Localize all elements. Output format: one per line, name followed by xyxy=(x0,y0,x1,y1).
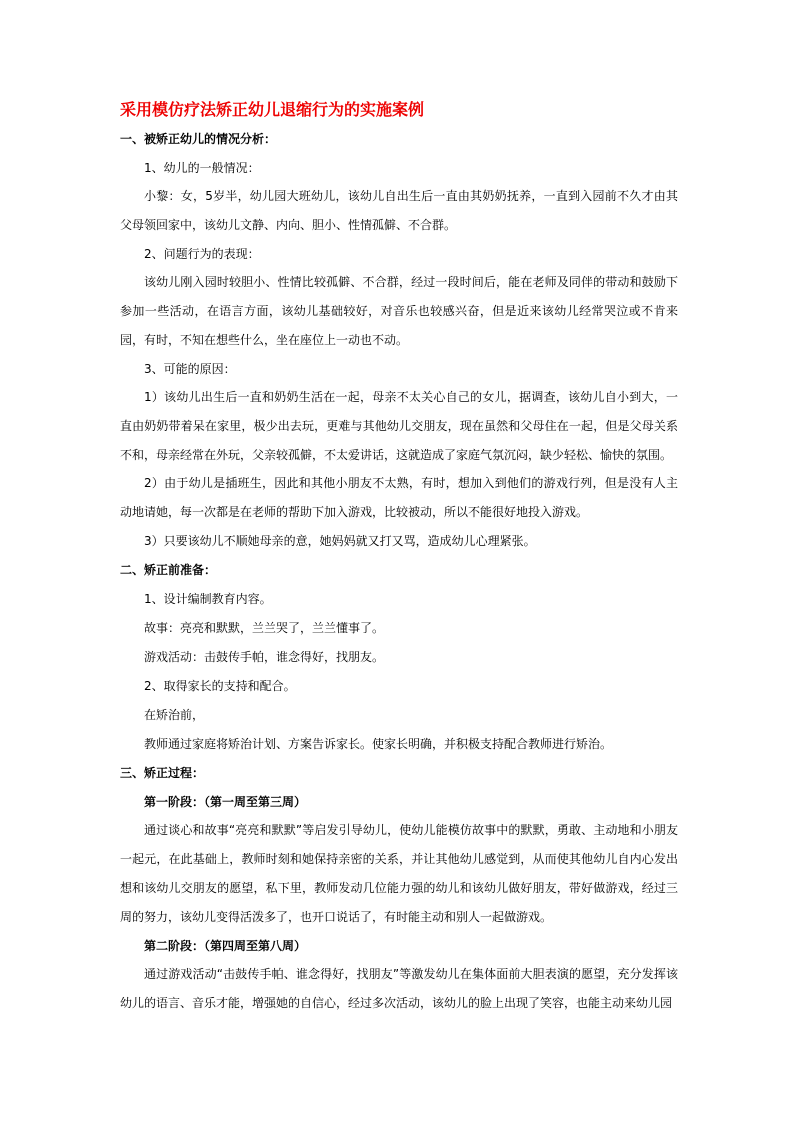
subheading-possible-causes: 3、可能的原因： xyxy=(144,362,236,376)
section-heading-analysis: 一、被矫正幼儿的情况分析： xyxy=(120,132,277,146)
paragraph-child-profile: 小黎：女，5岁半，幼儿园大班幼儿，该幼儿自出生后一直由其奶奶抚养，一直到入园前不久才由其父母领回家中，该幼儿文静、内向、胆小、性情孤僻、不合群。 xyxy=(120,189,678,232)
paragraph-cause-3: 3）只要该幼儿不顺她母亲的意，她妈妈就又打又骂，造成幼儿心理紧张。 xyxy=(144,534,536,548)
paragraph-problem-behavior: 该幼儿刚入园时较胆小、性情比较孤僻、不合群，经过一段时间后，能在老师及同伴的带动和鼓励下参加一些活动，在语言方面，该幼儿基础较好，对音乐也较感兴奋，但是近来该幼儿经常哭泣或不肯来园，有时，不知在想些什么，坐在座位上一动也不动。 xyxy=(120,275,678,347)
subheading-problem-behavior: 2、问题行为的表现： xyxy=(144,247,260,261)
paragraph-stage-2: 通过游戏活动“击鼓传手帕、谁念得好，找朋友”等激发幼儿在集体面前大胆表演的愿望，充分发挥该幼儿的语言、音乐才能，增强她的自信心，经过多次活动，该幼儿的脸上出现了笑容，也能主动来幼儿园 xyxy=(120,967,678,1010)
paragraph-games: 游戏活动：击鼓传手帕，谁念得好，找朋友。 xyxy=(144,650,385,664)
paragraph-design-content: 1、设计编制教育内容。 xyxy=(144,592,272,606)
section-heading-preparation: 二、矫正前准备： xyxy=(120,563,217,577)
subheading-general-situation: 1、幼儿的一般情况： xyxy=(144,161,260,175)
stage-1-heading: 第一阶段：（第一周至第三周） xyxy=(144,795,307,809)
paragraph-cause-2: 2）由于幼儿是插班生，因此和其他小朋友不太熟，有时，想加入到他们的游戏行列，但是没有人主动地请她，每一次都是在老师的帮助下加入游戏，比较被动，所以不能很好地投入游戏。 xyxy=(120,476,678,519)
document-page xyxy=(120,98,678,1022)
section-heading-process: 三、矫正过程： xyxy=(120,766,205,780)
paragraph-cause-1: 1）该幼儿出生后一直和奶奶生活在一起，母亲不太关心自己的女儿，据调查，该幼儿自小到大，一直由奶奶带着呆在家里，极少出去玩，更难与其他幼儿交朋友，现在虽然和父母住在一起，但是父母关系不和，母亲经常在外玩，父亲较孤僻，不太爱讲话，这就造成了家庭气氛沉闷，缺少轻松、愉快的氛围。 xyxy=(120,390,678,462)
paragraph-teacher-plan: 教师通过家庭将矫治计划、方案告诉家长。使家长明确，并积极支持配合教师进行矫治。 xyxy=(144,737,613,751)
paragraph-parent-support: 2、取得家长的支持和配合。 xyxy=(144,679,296,693)
paragraph-stage-1: 通过谈心和故事“亮亮和默默”等启发引导幼儿，使幼儿能模仿故事中的默默，勇敢、主动地和小朋友一起元，在此基础上，教师时刻和她保持亲密的关系，并让其他幼儿感觉到，从而使其他幼儿自内心发出想和该幼儿交朋友的愿望，私下里，教师发动几位能力强的幼儿和该幼儿做好朋友，带好做游戏，经过三周的努力，该幼儿变得活泼多了，也开口说话了，有时能主动和别人一起做游戏。 xyxy=(120,823,678,924)
stage-2-heading: 第二阶段：（第四周至第八周） xyxy=(144,939,307,953)
paragraph-before-correction: 在矫治前， xyxy=(144,708,205,722)
paragraph-stories: 故事：亮亮和默默，兰兰哭了，兰兰懂事了。 xyxy=(144,621,385,635)
document-title: 采用模仿疗法矫正幼儿退缩行为的实施案例 xyxy=(120,100,425,119)
